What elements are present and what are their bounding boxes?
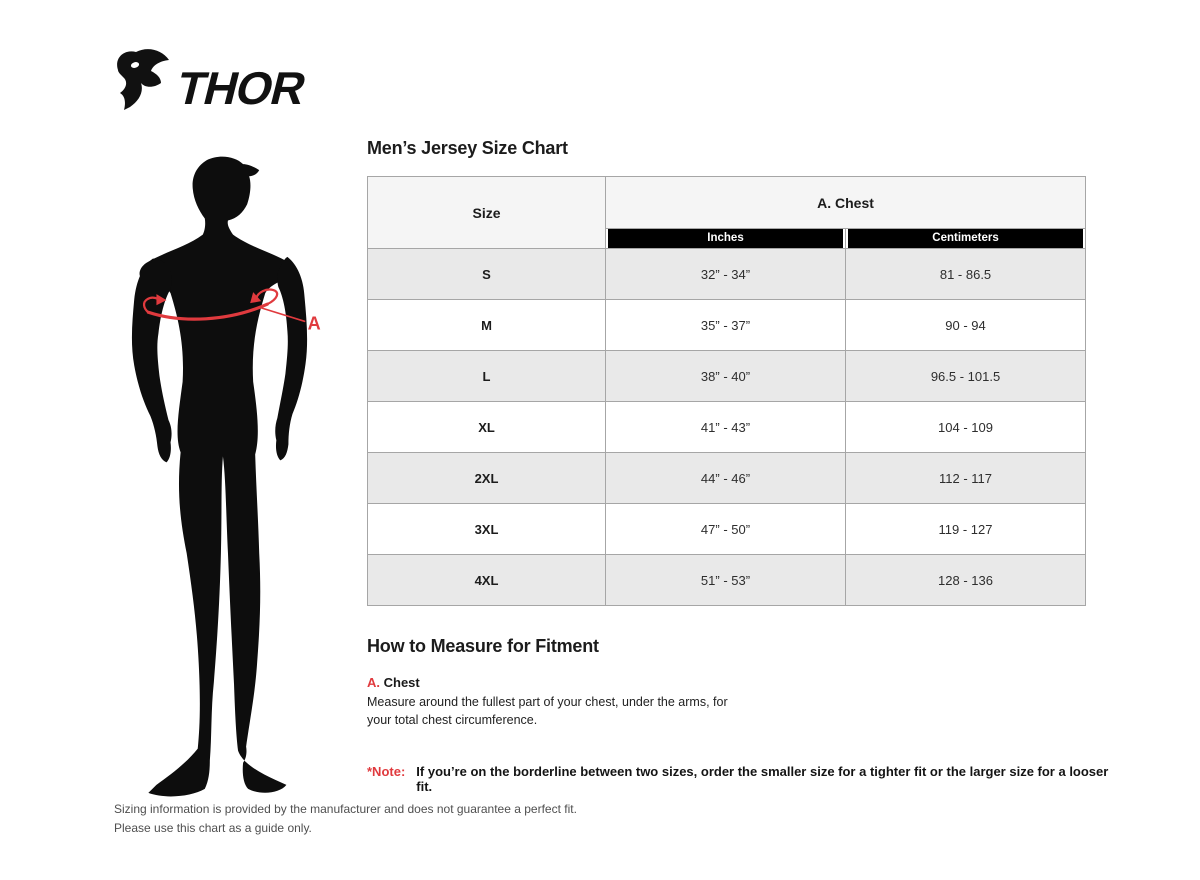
inches-cell: 41” - 43” [606, 402, 846, 453]
size-cell: M [368, 300, 606, 351]
size-cell: XL [368, 402, 606, 453]
disclaimer-line-1: Sizing information is provided by the manufacturer and does not guarantee a perfect fit. [114, 802, 577, 816]
inches-cell: 38” - 40” [606, 351, 846, 402]
size-cell: L [368, 351, 606, 402]
size-column-header: Size [368, 177, 606, 249]
table-row [368, 453, 1086, 504]
table-header-row [368, 177, 1086, 229]
cm-cell: 104 - 109 [846, 402, 1086, 453]
inches-cell: 47” - 50” [606, 504, 846, 555]
cm-cell: 119 - 127 [846, 504, 1086, 555]
table-row [368, 351, 1086, 402]
brand-name: THOR [171, 62, 311, 114]
inches-cell: 44” - 46” [606, 453, 846, 504]
body-silhouette [132, 157, 307, 797]
cm-cell: 96.5 - 101.5 [846, 351, 1086, 402]
table-row [368, 504, 1086, 555]
table-row [368, 555, 1086, 606]
table-row [368, 402, 1086, 453]
disclaimer [114, 800, 674, 837]
size-cell: S [368, 249, 606, 300]
measure-item-chest [367, 675, 787, 690]
size-cell: 4XL [368, 555, 606, 606]
male-silhouette-figure [106, 148, 358, 803]
measure-item-description: Measure around the fullest part of your chest, under the arms, for your total chest circumference. [367, 695, 728, 728]
inches-cell: 32” - 34” [606, 249, 846, 300]
chest-group-header: A. Chest [606, 177, 1086, 229]
inches-cell: 51” - 53” [606, 555, 846, 606]
size-table [367, 176, 1086, 606]
sizing-note [367, 764, 1127, 794]
cm-cell: 90 - 94 [846, 300, 1086, 351]
thor-logo-wordmark [172, 63, 311, 114]
chest-measure-label: A [307, 313, 321, 334]
size-cell: 3XL [368, 504, 606, 555]
centimeters-header-cell [846, 229, 1086, 249]
cm-cell: 128 - 136 [846, 555, 1086, 606]
size-chart-title: Men’s Jersey Size Chart [367, 138, 568, 158]
measure-item-letter: A. [367, 675, 380, 690]
inches-cell: 35” - 37” [606, 300, 846, 351]
measure-item-name: Chest [383, 675, 420, 690]
centimeters-header: Centimeters [848, 229, 1083, 248]
thor-logo-icon [117, 49, 169, 110]
note-text: If you’re on the borderline between two sizes, order the smaller size for a tighter fit or the larger size for a looser fit. [416, 764, 1109, 794]
disclaimer-line-2: Please use this chart as a guide only. [114, 820, 312, 835]
inches-header-cell [606, 229, 846, 249]
table-row [368, 249, 1086, 300]
how-to-measure-title: How to Measure for Fitment [367, 636, 599, 656]
right-arm [275, 257, 307, 461]
thor-logo [112, 44, 311, 116]
left-arm [132, 259, 172, 463]
table-row [368, 300, 1086, 351]
cm-cell: 112 - 117 [846, 453, 1086, 504]
inches-header: Inches [608, 229, 843, 248]
size-cell: 2XL [368, 453, 606, 504]
how-to-measure-section [367, 636, 787, 729]
note-label: *Note: [367, 764, 406, 779]
cm-cell: 81 - 86.5 [846, 249, 1086, 300]
